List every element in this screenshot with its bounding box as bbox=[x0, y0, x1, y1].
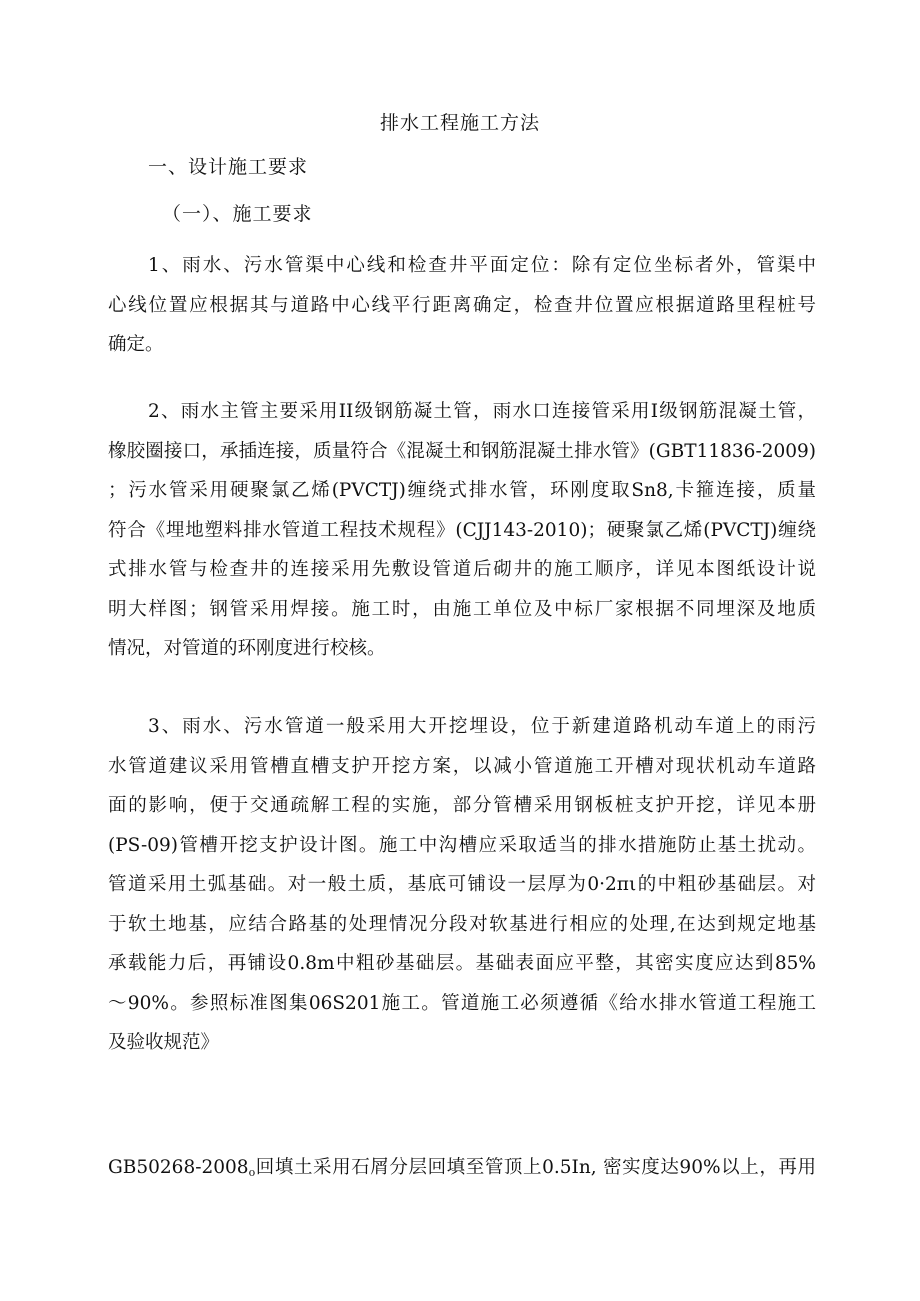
paragraph-4 bbox=[108, 1148, 816, 1193]
paragraph-line: (PS-09)管槽开挖支护设计图。施工中沟槽应采取适当的排水措施防止基土扰动。 bbox=[108, 834, 816, 856]
subsection-heading: （一）、施工要求 bbox=[162, 203, 313, 225]
paragraph-line: 水管道建议采用管槽直槽支护开挖方案，以减小管道施工开槽对现状机动车道路 bbox=[108, 755, 816, 777]
paragraph-line: 橡胶圈接口，承插连接，质量符合《混凝土和钢筋混凝土排水管》(GBT11836-2009) bbox=[108, 440, 816, 462]
paragraph-line: 面的影响，便于交通疏解工程的实施，部分管槽采用钢板桩支护开挖，详见本册 bbox=[108, 795, 816, 816]
paragraph-2 bbox=[108, 392, 816, 669]
paragraph-line: 确定。 bbox=[108, 334, 164, 355]
paragraph-line: 于软土地基，应结合路基的处理情况分段对软基进行相应的处理,在达到规定地基 bbox=[108, 913, 816, 935]
paragraph-line: 1、雨水、污水管渠中心线和检查井平面定位：除有定位坐标者外，管渠中 bbox=[148, 255, 816, 276]
paragraph-line: 明大样图；钢管采用焊接。施工时，由施工单位及中标厂家根据不同埋深及地质 bbox=[108, 598, 816, 620]
paragraph-line: 承载能力后，再铺设0.8m中粗砂基础层。基础表面应平整，其密实度应达到85% bbox=[108, 953, 816, 974]
paragraph-line: 管道采用土弧基础。对一般土质，基底可铺设一层厚为0·2πι的中粗砂基础层。对 bbox=[108, 874, 816, 895]
section-heading: 一、设计施工要求 bbox=[148, 156, 309, 178]
paragraph-3 bbox=[108, 707, 816, 1063]
document-title: 排水工程施工方法 bbox=[379, 112, 540, 134]
paragraph-line: 符合《埋地塑料排水管道工程技术规程》(CJJ143-2010)；硬聚氯乙烯(PVCTJ)缠绕 bbox=[108, 519, 816, 541]
subscript-mark: o bbox=[248, 1166, 256, 1179]
paragraph-line: 3、雨水、污水管道一般采用大开挖埋设，位于新建道路机动车道上的雨污 bbox=[148, 716, 816, 737]
paragraph-line bbox=[108, 1148, 816, 1193]
paragraph-line: ～90%。参照标准图集06S201施工。管道施工必须遵循《给水排水管道工程施工 bbox=[108, 992, 816, 1014]
paragraph-line: 及验收规范》 bbox=[108, 1032, 220, 1053]
paragraph-text: 回填土采用石屑分层回填至管顶上0.5In, 密实度达90%以上，再用 bbox=[255, 1157, 816, 1178]
standard-code: GB50268-2008 bbox=[108, 1157, 249, 1178]
paragraph-line: ；污水管采用硬聚氯乙烯(PVCTJ)缠绕式排水管，环刚度取Sn8,卡箍连接，质量 bbox=[108, 480, 816, 501]
paragraph-line: 2、雨水主管主要采用II级钢筋凝土管，雨水口连接管采用I级钢筋混凝土管， bbox=[148, 401, 816, 422]
paragraph-line: 式排水管与检查井的连接采用先敷设管道后砌井的施工顺序，详见本图纸设计说 bbox=[108, 559, 816, 580]
paragraph-line: 情况，对管道的环刚度进行校核。 bbox=[108, 638, 386, 659]
paragraph-line: 心线位置应根据其与道路中心线平行距离确定，检查井位置应根据道路里程桩号 bbox=[108, 294, 816, 316]
paragraph-1 bbox=[108, 246, 816, 365]
